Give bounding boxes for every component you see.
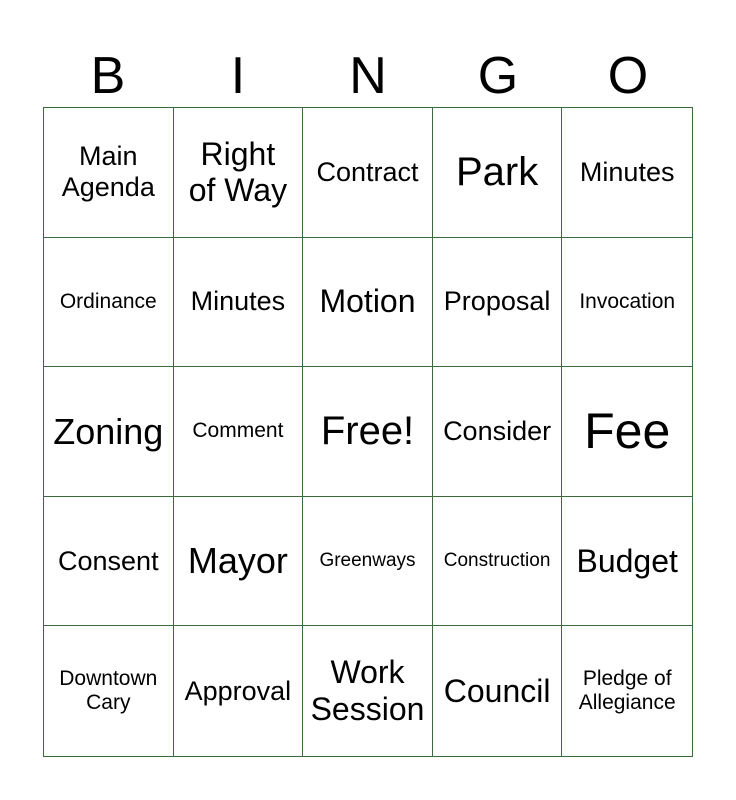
bingo-cell-n4[interactable]: Greenways [303,497,433,627]
bingo-cell-i5[interactable]: Approval [174,626,304,756]
bingo-cell-b5[interactable]: Downtown Cary [44,626,174,756]
bingo-cell-o3[interactable]: Fee [562,367,692,497]
bingo-cell-b1[interactable]: Main Agenda [44,108,174,238]
bingo-cell-n5[interactable]: Work Session [303,626,433,756]
bingo-cell-o5[interactable]: Pledge of Allegiance [578,667,676,715]
bingo-cell-g5[interactable]: Council [433,626,563,756]
bingo-cell-g1[interactable]: Park [433,108,563,238]
header-letter-b: B [90,47,126,105]
bingo-cell-i1[interactable]: Right of Way [174,108,304,238]
bingo-cell-i3[interactable]: Comment [174,367,304,497]
bingo-card-grid [43,107,693,757]
bingo-cell-o4[interactable]: Budget [562,497,692,627]
bingo-cell-g3[interactable]: Consider [433,367,563,497]
bingo-cell-g2[interactable]: Proposal [433,238,563,368]
bingo-cell-n2[interactable]: Motion [303,238,433,368]
header-letter-o: O [607,47,649,105]
bingo-cell-b3[interactable]: Zoning [44,367,174,497]
bingo-cell-i4[interactable]: Mayor [174,497,304,627]
bingo-cell-g4[interactable]: Construction [433,497,563,627]
header-letter-n: N [349,47,387,105]
bingo-cell-free[interactable]: Free! [303,367,433,497]
bingo-cell-o1[interactable]: Minutes [562,108,692,238]
header-letter-g: G [477,47,519,105]
bingo-cell-b4[interactable]: Consent [44,497,174,627]
bingo-cell-i2[interactable]: Minutes [174,238,304,368]
header-letter-i: I [230,47,246,105]
bingo-cell-b2[interactable]: Ordinance [44,238,174,368]
bingo-cell-n1[interactable]: Contract [303,108,433,238]
bingo-cell-o2[interactable]: Invocation [562,238,692,368]
bingo-header [43,46,693,106]
